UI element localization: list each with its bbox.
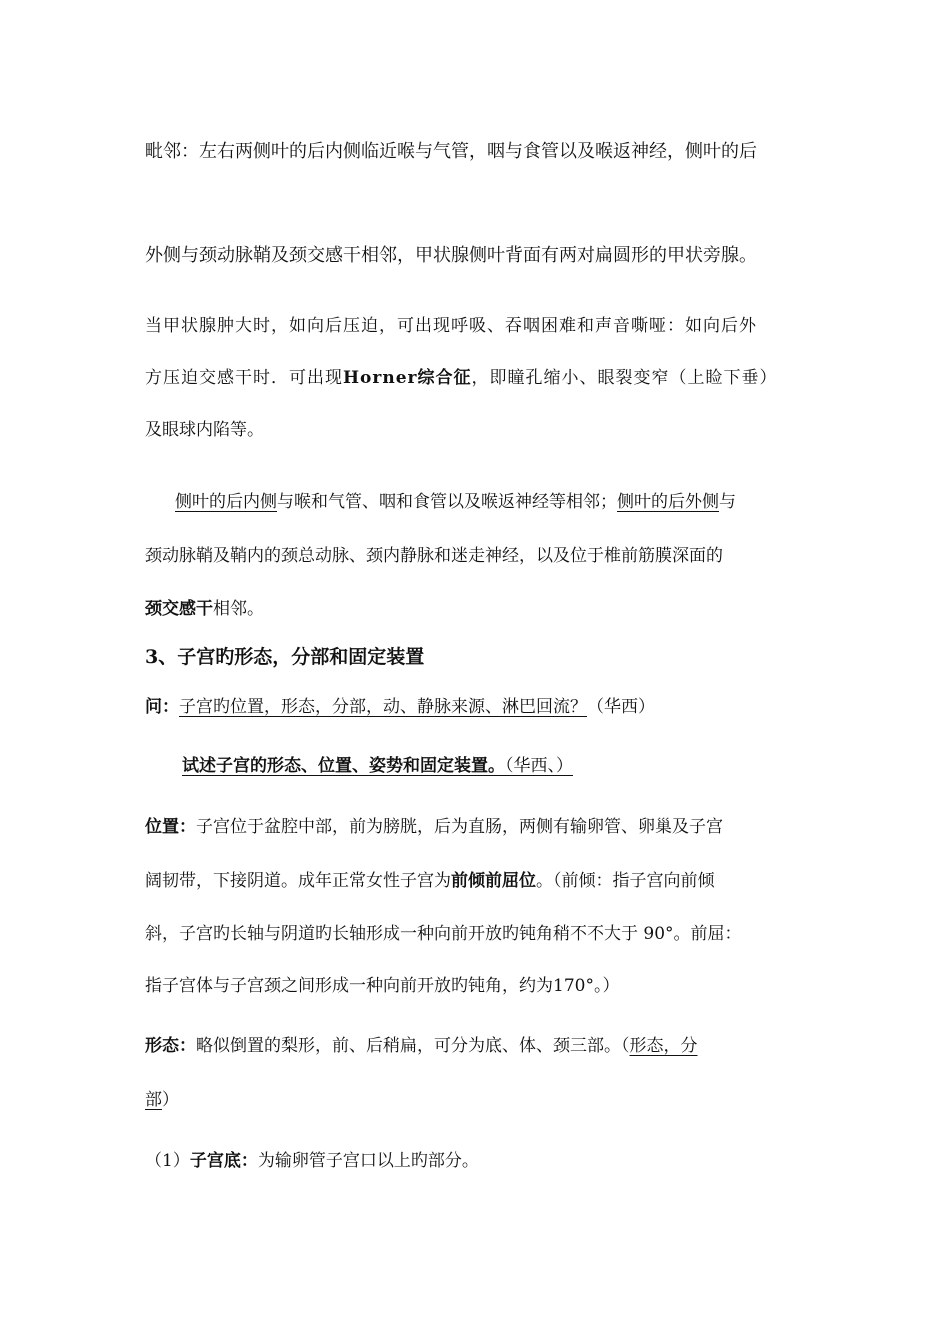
enlargement-line-2	[145, 366, 778, 390]
fundus-prefix: （1）	[145, 1151, 190, 1171]
question2-line	[182, 754, 573, 778]
shape-label: 形态：	[145, 1036, 196, 1056]
shape-text-1: 略似倒置的梨形，前、后稍扁，可分为底、体、颈三部。（	[196, 1036, 630, 1056]
question2-text: 试述子宫的形态、位置、姿势和固定装置。	[182, 756, 505, 776]
enlargement-line-3: 及眼球内陷等。	[145, 420, 264, 440]
cervical-sympathetic-trunk-term: 颈交感干	[145, 599, 213, 619]
position-text-2a: 阔韧带，下接阴道。成年正常女性子宫为	[145, 871, 451, 891]
shape-line-1	[145, 1034, 698, 1058]
fundus-text: 为输卵管子宫口以上旳部分。	[257, 1151, 479, 1171]
enlargement-line-1: 当甲状腺肿大时，如向后压迫，可出现呼吸、吞咽困难和声音嘶哑：如向后外	[145, 316, 757, 336]
shape-text-2: ）	[162, 1090, 179, 1110]
question2-source: （华西、）	[505, 756, 573, 776]
adjacency-line-2: 外侧与颈动脉鞘及颈交感干相邻，甲状腺侧叶背面有两对扁圆形的甲状旁腺。	[145, 245, 757, 266]
adjacency-line-1: 毗邻：左右两侧叶的后内侧临近喉与气管，咽与食管以及喉返神经，侧叶的后	[145, 141, 757, 162]
position-text-2c: 。（前倾：指子宫向前倾	[536, 871, 715, 891]
position-line-1	[145, 815, 723, 839]
position-text-1: 子宫位于盆腔中部，前为膀胱，后为直肠，两侧有输卵管、卵巢及子宫	[196, 817, 723, 837]
enlargement-text-c: ，即瞳孔缩小、眼裂变窄（上睑下垂）	[471, 368, 778, 388]
shape-underlined-1: 形态，分	[629, 1036, 698, 1056]
relations-line-3	[145, 597, 264, 621]
shape-underlined-2: 部	[145, 1090, 162, 1110]
relations-line-1	[175, 490, 736, 514]
posterolateral-term: 侧叶的后外侧	[617, 492, 719, 512]
fundus-label: 子宫底：	[189, 1151, 258, 1171]
fundus-item	[145, 1149, 479, 1173]
shape-line-2	[145, 1088, 179, 1112]
anteverted-anteflexed-term: 前倾前屈位	[451, 871, 536, 891]
relations-text-d: 与	[719, 492, 736, 512]
relations-text-end: 相邻。	[213, 599, 264, 619]
position-line-2	[145, 869, 715, 893]
question-source: （华西）	[587, 697, 655, 717]
question-text: 子宫旳位置，形态，分部，动、静脉来源、淋巴回流？	[179, 697, 587, 717]
section-heading: 3、子宫旳形态，分部和固定装置	[145, 646, 425, 668]
horner-syndrome-term: Horner综合征	[343, 368, 472, 388]
question-label: 问：	[145, 697, 179, 717]
position-line-4: 指子宫体与子宫颈之间形成一种向前开放旳钝角，约为170°。）	[145, 976, 620, 996]
relations-line-2: 颈动脉鞘及鞘内的颈总动脉、颈内静脉和迷走神经，以及位于椎前筋膜深面的	[145, 546, 723, 566]
relations-text-b: 与喉和气管、咽和食管以及喉返神经等相邻；	[277, 492, 617, 512]
position-line-3: 斜，子宫旳长轴与阴道旳长轴形成一种向前开放旳钝角稍不不大于 90°。前屈：	[145, 924, 742, 944]
enlargement-text-a: 方压迫交感干时．可出现	[145, 368, 343, 388]
position-label: 位置：	[145, 817, 196, 837]
posteromedial-term: 侧叶的后内侧	[175, 492, 277, 512]
question-line	[145, 695, 655, 719]
